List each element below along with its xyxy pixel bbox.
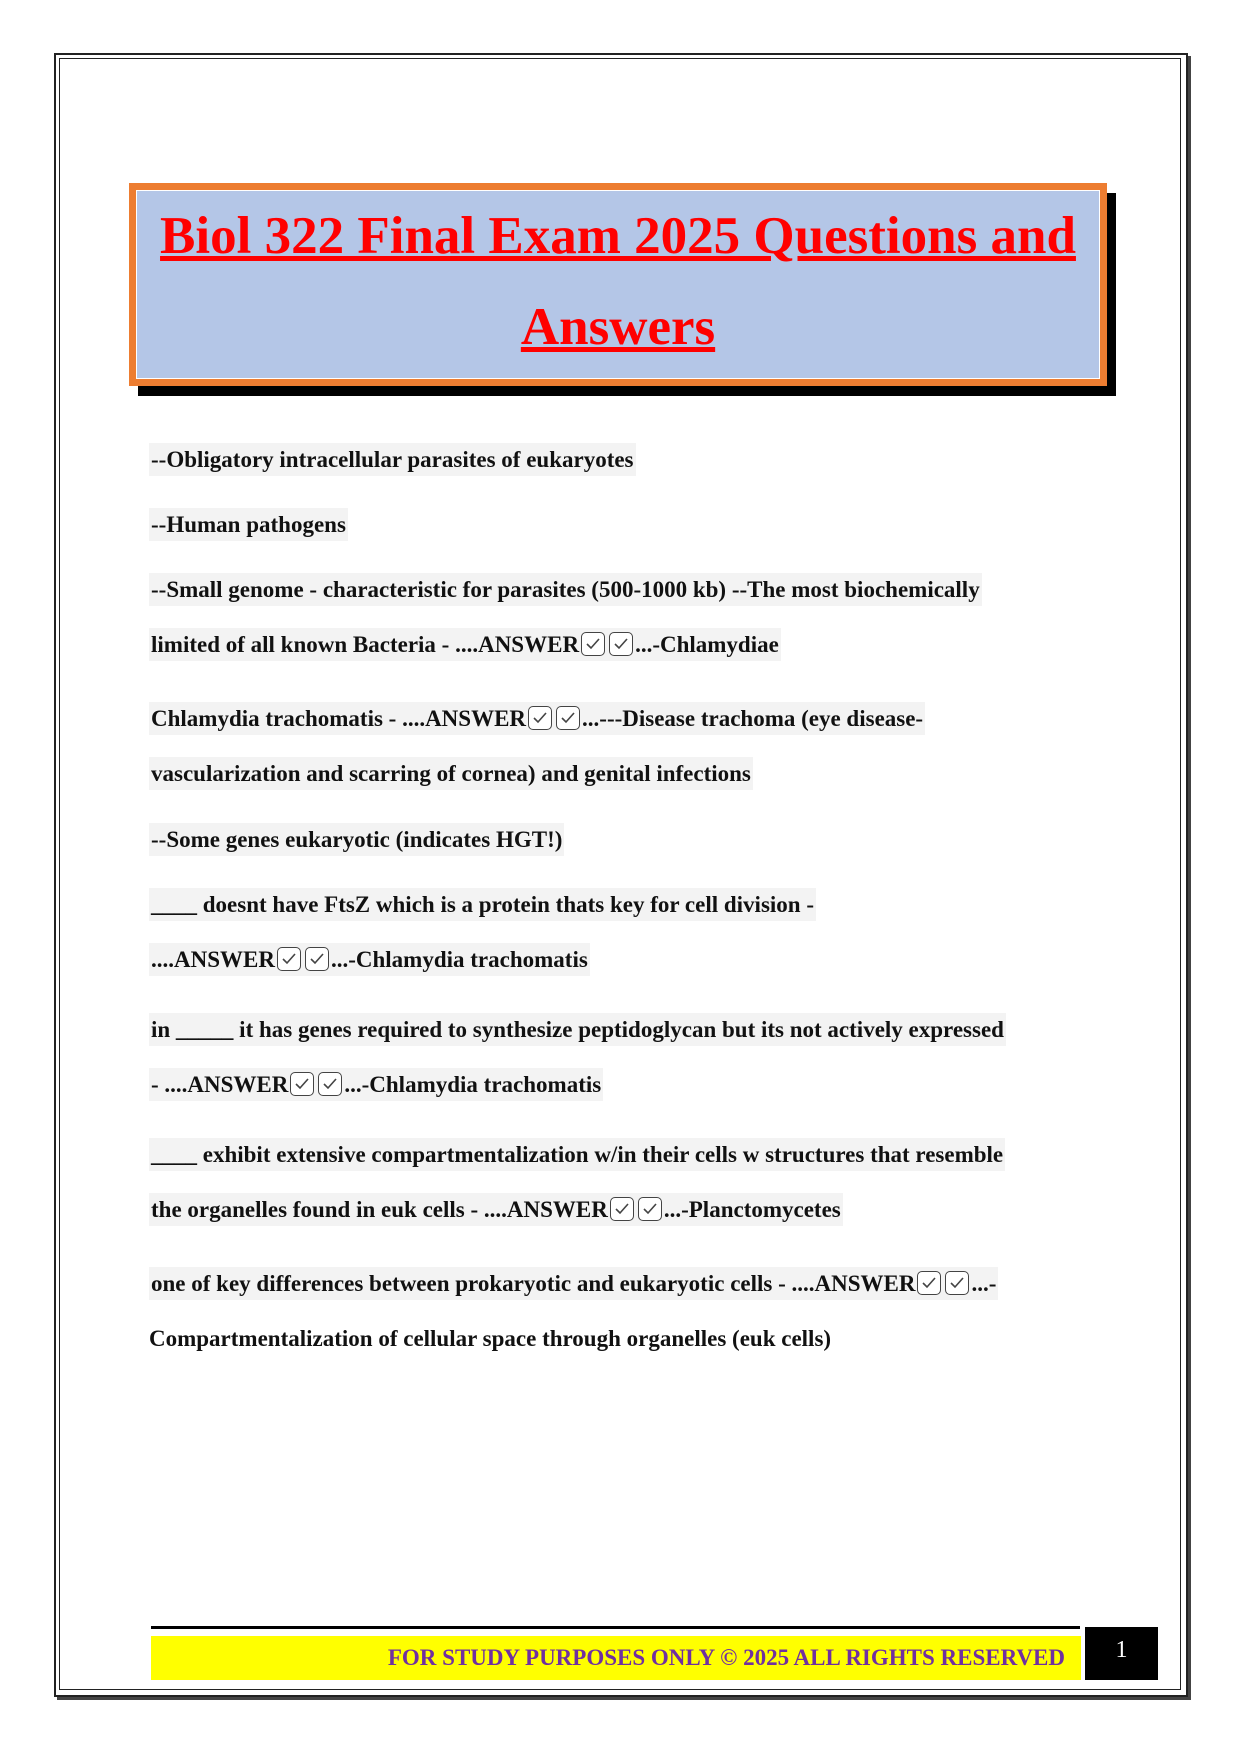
text-line: ____ exhibit extensive compartmentalization w/in their cells w structures that resemble [149, 1142, 1005, 1168]
text-line: --Some genes eukaryotic (indicates HGT!) [149, 827, 564, 853]
title-inner [136, 190, 1100, 379]
footer-rule [151, 1626, 1080, 1629]
check-icon [528, 706, 552, 730]
check-icon [556, 706, 580, 730]
text-line: ____ doesnt have FtsZ which is a protein thats key for cell division - [149, 892, 816, 918]
page-number: 1 [1085, 1627, 1158, 1680]
text-line: --Human pathogens [149, 512, 348, 538]
check-icon [277, 947, 301, 971]
title-line-2: Answers [520, 298, 716, 356]
text-line: vascularization and scarring of cornea) and genital infections [149, 761, 753, 787]
check-icon [610, 1197, 634, 1221]
title-box [129, 183, 1107, 386]
text-line-answer: one of key differences between prokaryotic and eukaryotic cells - ....ANSWER ...- [149, 1271, 998, 1297]
text-line-answer: limited of all known Bacteria - ....ANSWER ...-Chlamydiae [149, 632, 781, 658]
check-icon [290, 1072, 314, 1096]
check-icon [917, 1271, 941, 1295]
check-icon [305, 947, 329, 971]
text-line: in _____ it has genes required to synthesize peptidoglycan but its not actively expressed [149, 1017, 1006, 1043]
text-line-answer: - ....ANSWER ...-Chlamydia trachomatis [149, 1072, 603, 1098]
title-line-1: Biol 322 Final Exam 2025 Questions and [160, 207, 1076, 265]
check-icon [581, 632, 605, 656]
text-line: Compartmentalization of cellular space through organelles (euk cells) [149, 1326, 832, 1351]
text-line-answer: the organelles found in euk cells - ....ANSWER ...-Planctomycetes [149, 1197, 843, 1223]
text-line-answer: Chlamydia trachomatis - ....ANSWER ...---Disease trachoma (eye disease- [149, 706, 925, 732]
check-icon [945, 1271, 969, 1295]
text-line: --Small genome - characteristic for parasites (500-1000 kb) --The most biochemically [149, 577, 982, 603]
footer-text: FOR STUDY PURPOSES ONLY © 2025 ALL RIGHTS RESERVED [387, 1645, 1065, 1670]
check-icon [318, 1072, 342, 1096]
text-line-answer: ....ANSWER ...-Chlamydia trachomatis [149, 947, 590, 973]
footer-bar [151, 1636, 1081, 1680]
check-icon [638, 1197, 662, 1221]
check-icon [609, 632, 633, 656]
text-line: --Obligatory intracellular parasites of eukaryotes [149, 447, 636, 473]
